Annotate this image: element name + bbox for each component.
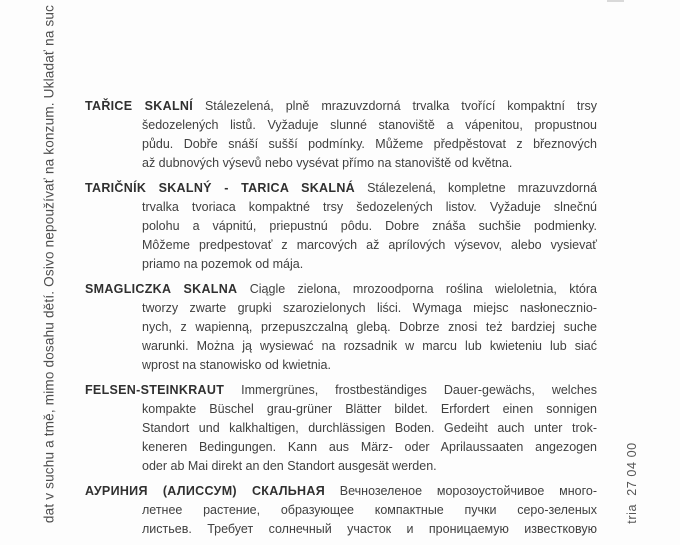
plant-name-heading: SMAGLICZKA SKALNA xyxy=(85,282,238,296)
paragraph-line: kompakte Büschel grau-grüner Blätter bildet. Erfordert einen sonnigen xyxy=(142,402,597,416)
cut-off-print-fragment xyxy=(607,0,624,2)
paragraph-text: Ciągle zielona, mrozoodporna roślina wieloletnia, która xyxy=(249,282,597,296)
plant-name-heading: АУРИНИЯ (АЛИССУМ) СКАЛЬНАЯ xyxy=(85,484,325,498)
plant-description-paragraph-german xyxy=(85,381,597,476)
paragraph-first-line xyxy=(85,97,597,116)
paragraph-line: warunki. Można ją wysiewać na rozsadnik w marcu lub kwieteniu lub siać xyxy=(142,339,597,353)
paragraph-line: wprost na stanowisko od kwietnia. xyxy=(142,358,331,372)
paragraph-line: trvalka tvoriaca kompaktné trsy šedozelených listov. Vyžaduje slnečnú xyxy=(142,200,597,214)
paragraph-line: nych, z wapienną, przepuszczalną glebą. Dobrze znosi też bardziej suche xyxy=(142,320,597,334)
plant-name-heading: FELSEN-STEINKRAUT xyxy=(85,383,225,397)
plant-name-heading: TAŘICE SKALNÍ xyxy=(85,99,193,113)
paragraph-line: půdu. Dobře snáší sušší podmínky. Můžeme předpěstovat z březnových xyxy=(142,137,597,151)
paragraph-text: Stálezelená, plně mrazuvzdorná trvalka tvořící kompaktní trsy xyxy=(204,99,598,113)
paragraph-line: oder ab Mai direkt an den Standort ausgesät werden. xyxy=(142,459,437,473)
paragraph-first-line xyxy=(85,179,597,198)
paragraph-first-line xyxy=(85,482,597,501)
paragraph-line: листьев. Требует солнечный участок и проницаемую известковую xyxy=(142,522,597,536)
paragraph-text: Immergrünes, frostbeständiges Dauer-gewächs, welches xyxy=(241,383,597,397)
plant-name-heading: TARIČNÍK SKALNÝ - TARICA SKALNÁ xyxy=(85,181,355,195)
plant-description-paragraph-czech xyxy=(85,97,597,173)
plant-description-paragraph-russian xyxy=(85,482,597,539)
paragraph-line: Standort und kalkhaltigen, durchlässigen Boden. Gedeiht auch unter trok- xyxy=(142,421,597,435)
plant-description-paragraph-polish xyxy=(85,280,597,375)
paragraph-first-line xyxy=(85,381,597,400)
paragraph-line: až dubnových výsevů nebo vysévat přímo na stanoviště od května. xyxy=(142,156,513,170)
paragraph-line: tworzy zwarte grupki szarozielonych liści. Wymaga miejsc nasłonecznio- xyxy=(142,301,597,315)
left-margin-storage-note: dat v suchu a tmě, mimo dosahu dětí. Osivo nepoužívať na konzum. Ukladať na suc xyxy=(41,4,57,524)
paragraph-text: Stálezelená, kompletne mrazuvzdorná xyxy=(367,181,597,195)
paragraph-line: keneren Bedingungen. Kann aus März- oder Aprilaussaaten angezogen xyxy=(142,440,597,454)
paragraph-line: polohu a vápnitú, priepustnú pôdu. Dobre znáša suchšie podmienky. xyxy=(142,219,597,233)
paragraph-first-line xyxy=(85,280,597,299)
paragraph-line: Môžeme predpestovať z marcových až aprílových výsevov, alebo vysievať xyxy=(142,238,597,252)
plant-description-paragraph-slovak xyxy=(85,179,597,274)
paragraph-line: priamo na pozemok od mája. xyxy=(142,257,304,271)
right-margin-date-stamp: tria 27 04 00 xyxy=(625,442,639,524)
paragraph-text: Вечнозеленое морозоустойчивое много- xyxy=(339,484,597,498)
paragraph-line: летнее растение, образующее компактные пучки серо-зеленых xyxy=(142,503,597,517)
plant-descriptions xyxy=(85,97,597,545)
paragraph-line: šedozelených listů. Vyžaduje slunné stanoviště a vápenitou, propustnou xyxy=(142,118,597,132)
